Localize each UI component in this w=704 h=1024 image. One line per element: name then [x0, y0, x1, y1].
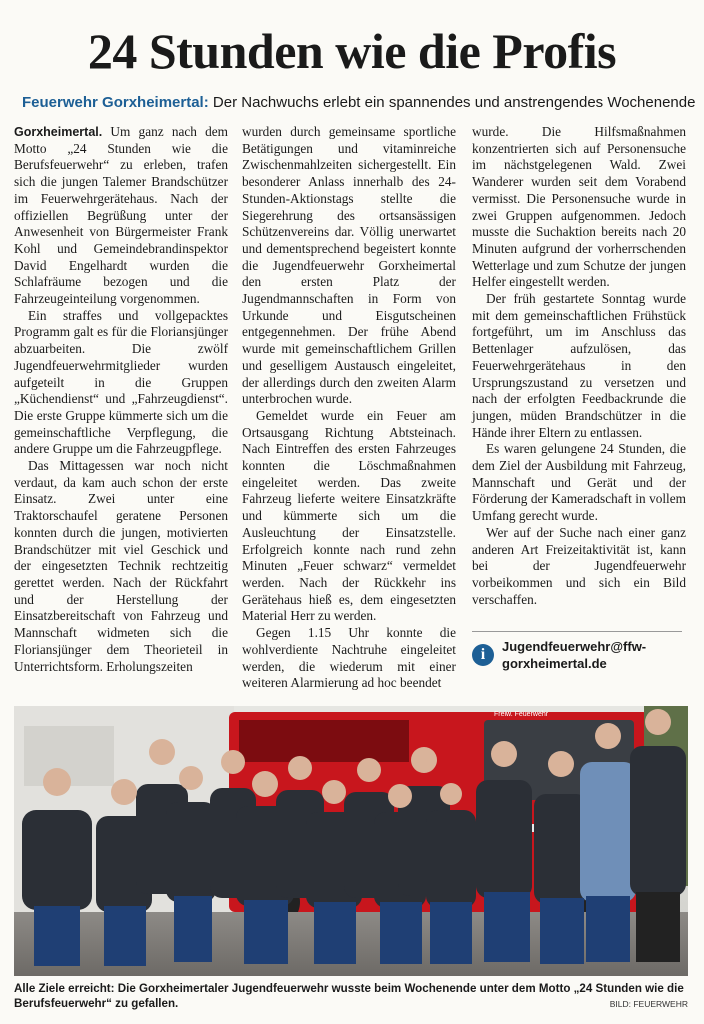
paragraph: Gegen 1.15 Uhr konnte die wohlverdiente Nachtruhe eingeleitet werden, die wiederum mit einer weiteren Alarmierung ad hoc beendet — [242, 625, 456, 691]
info-icon: i — [472, 644, 494, 666]
paragraph: Das Mittagessen war noch nicht verdaut, da kam auch schon der erste Einsatz. Zwei unter eine Traktorschaufel geratene Personen konnten durch die jungen, motivierten Brandschützer mit viel Geschick und der eingesetzten Technik rechtzeitig gerettet werden. Nach der Rückfahrt und der Herstellung der Einsatzbereitschaft von Fahrzeug und Mannschaft widmeten sich die Floriansjünger dem Theorieteil in Unterrichtsform. Erholungszeiten — [14, 458, 228, 674]
photo-illustration — [14, 706, 688, 976]
column-3 — [472, 124, 686, 608]
photo-credit: BILD: FEUERWEHR — [609, 999, 688, 1009]
column-1 — [14, 124, 228, 675]
info-box — [472, 638, 682, 672]
subheadline-text: Der Nachwuchs erlebt ein spannendes und anstrengendes Wochenende — [208, 94, 696, 111]
group-photo — [14, 706, 688, 976]
info-email[interactable]: Jugendfeuerwehr@ffw-gorxheimertal.de — [502, 639, 647, 671]
paragraph: Der früh gestartete Sonntag wurde mit dem gemeinschaftlichen Frühstück fortgeführt, um im Anschluss das Bettenlager aufzulösen, das Feuerwehrgerätehaus in den Ursprungszustand zu versetzen und nach der erfolgten Feedbackrunde die jungen, müden Brandschützer in die Hände ihrer Eltern zu entlassen. — [472, 291, 686, 440]
paragraph: wurde. Die Hilfsmaßnahmen konzentrierten sich auf Personensuche im nächstgelegenen Wald. Zwei Wanderer wurden seit dem Vorabend vermisst. Die Personensuche wurde in zwei Gruppen aufgenommen. Jedoch musste die Suchaktion bereits nach 20 Minuten aufgrund der vorherrschenden Wetterlage und zum Schutze der jungen Helfer eingestellt werden. — [472, 124, 686, 290]
divider — [472, 631, 682, 632]
subheadline — [22, 94, 696, 111]
paragraph: Wer auf der Suche nach einer ganz anderen Art Freizeitaktivität ist, kann bei der Jugendfeuerwehr vorbeikommen und sich ein Bild verschaffen. — [472, 524, 686, 607]
paragraph — [14, 124, 228, 308]
kicker: Feuerwehr Gorxheimertal: — [22, 94, 209, 111]
caption-text: Alle Ziele erreicht: Die Gorxheimertaler Jugendfeuerwehr wusste beim Wochenende unter dem Motto „24 Stunden wie die Berufsfeuerwehr“ zu gefallen. — [14, 982, 684, 1010]
photo-caption — [14, 981, 688, 1011]
paragraph: wurden durch gemeinsame sportliche Betätigungen und vitaminreiche Zwischenmahlzeiten sichergestellt. Ein besonderer Anlass innerhalb des 24-Stunden-Aktionstags stellte die Siegerehrung des ortsansässigen Schützenvereins dar. Völlig unerwartet und dementsprechend begeistert konnte die Jugendfeuerwehr Gorxheimertal den ersten Platz der Jugendmannschaften in Form von Urkunde und Eisgutscheinen entgegennehmen. Der frühe Abend wurde mit gemeinschaftlichem Grillen und geselligem Austausch eingeleitet, der allerdings durch den zweiten Alarm unterbrochen wurde. — [242, 124, 456, 407]
paragraph: Ein straffes und vollgepacktes Programm galt es für die Floriansjünger abzuarbeiten. Die zwölf Jugendfeuerwehrmitglieder wurden aufgeteilt in die Gruppen „Küchendienst“ und „Fahrzeugdienst“. Die erste Gruppe kümmerte sich um die gemeinschaftliche Verpflegung, die andere Gruppe um die Fahrzeugpflege. — [14, 307, 228, 457]
paragraph-text: Um ganz nach dem Motto „24 Stunden wie die Berufsfeuerwehr“ zu erleben, trafen sich die jungen Talemer Brandschützer im Feuerwehrgerätehaus. Nach der offiziellen Begrüßung unter der Anwesenheit von Bürgermeister Frank Kohl und Gemeindebrandinspektor David Engelhardt wurden die Schlafräume bezogen und die Fahrzeugeinteilung vorgenommen. — [14, 124, 228, 307]
truck-lettering: Freiw. Feuerwehr — [494, 711, 549, 718]
headline: 24 Stunden wie die Profis — [87, 23, 617, 79]
paragraph: Es waren gelungene 24 Stunden, die dem Ziel der Ausbildung mit Fahrzeug, Mannschaft und Gerät und der Förderung der Kameradschaft in vollem Umfang gerecht wurde. — [472, 441, 686, 524]
dateline: Gorxheimertal. — [14, 125, 103, 139]
column-2 — [242, 124, 456, 692]
article-body — [14, 124, 688, 692]
paragraph: Gemeldet wurde ein Feuer am Ortsausgang Richtung Abtsteinach. Nach Eintreffen des ersten Fahrzeuges konnten die Löschmaßnahmen eingeleitet werden. Das zweite Fahrzeug lieferte weitere Einsatzkräfte und kümmerte sich um die Ausleuchtung der Einsatzstelle. Erfolgreich konnte nach rund zehn Minuten „Feuer schwarz“ vermeldet werden. Nach der Rückkehr ins Gerätehaus hieß es, dem eingesetzten Material Herr zu werden. — [242, 407, 456, 624]
